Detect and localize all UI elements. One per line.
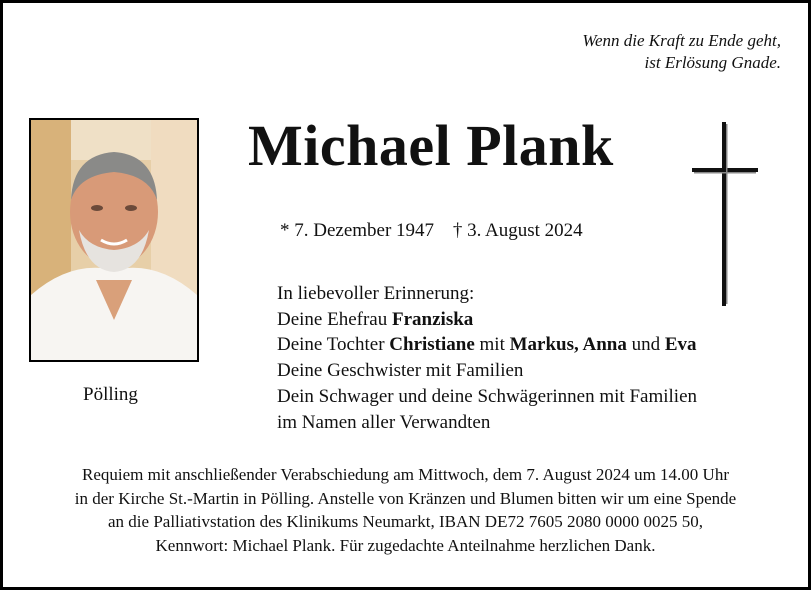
- service-line-2: in der Kirche St.-Martin in Pölling. Anstelle von Kränzen und Blumen bitten wir um eine Spende: [74, 488, 737, 508]
- deceased-name: Michael Plank: [248, 113, 614, 178]
- mourner-wife: [277, 307, 697, 333]
- mourner-relatives: im Namen aller Verwandten: [277, 411, 491, 433]
- service-line-1: Requiem mit anschließender Verabschiedung am Mittwoch, dem 7. August 2024 um 14.00 Uhr: [82, 465, 729, 484]
- und-word: und: [631, 334, 661, 356]
- death-date: † 3. August 2024: [452, 220, 583, 241]
- wife-prefix: Deine Ehefrau: [277, 308, 388, 330]
- epigraph: [582, 30, 781, 74]
- grandchildren-names: Markus, Anna: [509, 334, 627, 356]
- photo-caption: Pölling: [83, 384, 138, 405]
- service-line-4: Kennwort: Michael Plank. Für zugedachte Anteilnahme herzlichen Dank.: [155, 535, 656, 555]
- service-line-3: an die Palliativstation des Klinikums Neumarkt, IBAN DE72 7605 2080 0000 0025 50,: [108, 512, 703, 531]
- birth-date: * 7. Dezember 1947: [280, 220, 435, 241]
- mourners-list: [277, 281, 697, 435]
- grandchild-last-name: Eva: [664, 334, 697, 356]
- mourner-inlaws: Dein Schwager und deine Schwägerinnen mit Familien: [277, 385, 698, 407]
- epigraph-line-2: ist Erlösung Gnade.: [644, 53, 781, 72]
- cross-icon: [692, 122, 758, 306]
- daughter-name: Christiane: [389, 334, 475, 356]
- mit-word: mit: [479, 334, 505, 356]
- portrait-photo: [29, 118, 199, 362]
- mourner-daughter: [277, 332, 697, 358]
- life-dates: [280, 220, 583, 242]
- mourners-intro: In liebevoller Erinnerung:: [277, 283, 475, 304]
- mourner-siblings: Deine Geschwister mit Familien: [277, 360, 524, 382]
- daughter-prefix: Deine Tochter: [277, 334, 385, 356]
- service-notice: [0, 463, 811, 557]
- epigraph-line-1: Wenn die Kraft zu Ende geht,: [582, 31, 781, 50]
- portrait-image: [31, 120, 197, 360]
- wife-name: Franziska: [392, 308, 474, 330]
